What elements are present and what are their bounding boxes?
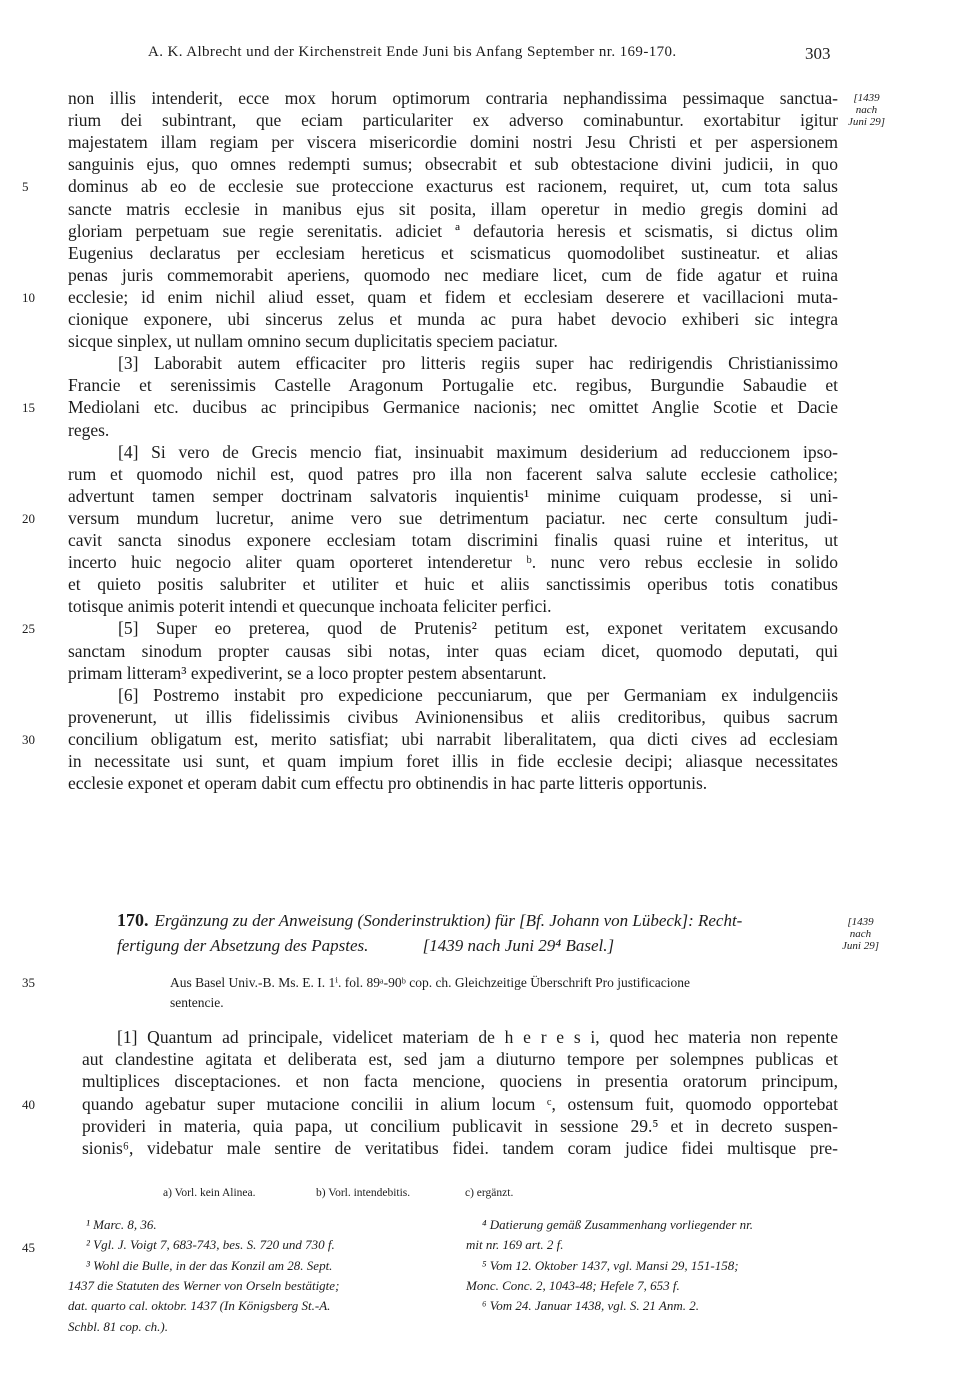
footnote-left-line: Schbl. 81 cop. ch.).	[68, 1318, 169, 1334]
text-line: concilium obligatum est, merito satisfiat; ubi narrabit liberalitatem, qua dicti cives ad ecclesiam	[68, 728, 838, 749]
footnote-left-line: ³ Wohl die Bulle, in der das Konzil am 28. Sept.	[86, 1257, 333, 1273]
section-text-line: provideri in materia, quia papa, ut concilium publicavit in sessione 29.⁵ et in decreto suspen-	[82, 1115, 838, 1136]
text-line: sancte matris ecclesie in manibus ejus sit posita, illam operetur in medio gregis domini ad	[68, 198, 838, 219]
section-margin-note: [1439 nach Juni 29]	[842, 916, 879, 953]
text-line: sanguinis ejus, quo omnes redempti sumus; obsecrabit et sub obtestacione divini judicii, in quo	[68, 154, 838, 175]
footnote-left-line: ² Vgl. J. Voigt 7, 683-743, bes. S. 720 und 730 f.	[86, 1237, 335, 1253]
source-line-1: Aus Basel Univ.-B. Ms. E. I. 1ⁱ. fol. 89ᵃ-90ᵇ cop. ch. Gleichzeitige Überschrift Pro justificacione	[170, 975, 690, 990]
text-line: rium dei subintrant, que eciam particulariter ex adverso cominabuntur. exortabitur igitur	[68, 110, 838, 131]
line-number: 15	[22, 400, 35, 416]
text-line: [4] Si vero de Grecis mencio fiat, insinuabit maximum desiderium ad reduccionem ipso-	[118, 441, 838, 462]
line-number: 45	[22, 1240, 35, 1255]
text-line: primam litteram³ expediverint, se a loco propter pestem absentarunt.	[68, 662, 547, 683]
text-line: ecclesie exponet et operam dabit cum effectu pro obtinendis in hac parte litteris opportunis.	[68, 773, 708, 794]
text-line: Francie et serenissimis Castelle Aragonum Portugalie etc. regibus, Burgundie Sabaudie et	[68, 375, 838, 396]
footnote-right-line: mit nr. 169 art. 2 f.	[466, 1237, 564, 1253]
section-text-line: sionis⁶, videbatur male sentire de veritatibus fidei. tandem coram judice fidei multisque pre-	[82, 1138, 838, 1158]
text-line: cionique exponere, ubi sincerus zelus et munda ac pura habet devocio exhiberi sic integra	[68, 309, 838, 329]
section-text-line: [1] Quantum ad principale, videlicet materiam de h e r e s i, quod hec materia non repente	[117, 1027, 838, 1047]
footnote-right-line: ⁴ Datierung gemäß Zusammenhang vorliegender nr.	[482, 1217, 753, 1232]
footnote-right-line: ⁶ Vom 24. Januar 1438, vgl. S. 21 Anm. 2.	[482, 1298, 699, 1314]
text-line: totisque animis poterit intendi et quecunque inchoata feliciter perfici.	[68, 596, 552, 617]
section-title-line-2	[117, 936, 838, 956]
text-line: in necessitate usi sunt, et quam impium foret illis in fide ecclesie decipi; aliasque necessitates	[68, 751, 838, 771]
line-number: 25	[22, 621, 35, 637]
text-line: sicque sinplex, ut nullam omnino secum duplicitatis speciem paciatur.	[68, 331, 558, 352]
section-text-line: quando agebatur super mutacione concilii in alium locum ᶜ, ostensum fuit, quomodo opportebat	[82, 1093, 838, 1114]
text-line: [6] Postremo instabit pro expedicione peccuniarum, que per Germaniam ex indulgenciis	[118, 684, 838, 705]
running-header: A. K. Albrecht und der Kirchenstreit Ende Juni bis Anfang September nr. 169-170.	[148, 44, 677, 60]
text-line: reges.	[68, 419, 110, 440]
section-title: Ergänzung zu der Anweisung (Sonderinstruktion) für [Bf. Johann von Lübeck]: Recht-	[154, 911, 743, 930]
footnote-right-line: Monc. Conc. 2, 1043-48; Hefele 7, 653 f.	[466, 1277, 680, 1293]
text-line: rum et quomodo nichil est, quod patres pro illa non facerent salva salute ecclesie catholice;	[68, 463, 838, 484]
footnote-left-line: 1437 die Statuten des Werner von Orseln bestätigte;	[68, 1277, 340, 1293]
text-line: cavit sancta sinodus exponere ecclesiam totam discrimini finalis quasi ruine et interitus, ut	[68, 530, 838, 550]
text-line: [5] Super eo preterea, quod de Prutenis² petitum est, exponet veritatem excusando	[118, 618, 838, 639]
text-line: dominus ab eo de ecclesie sue proteccione exacturus est racionem, requiret, ut, cum tota salus	[68, 176, 838, 197]
line-number: 5	[22, 179, 29, 195]
footnote-left-line: dat. quarto cal. oktobr. 1437 (In Königsberg St.-A.	[68, 1298, 331, 1314]
section-text-line: multiplices disceptaciones. et non facta mencione, quociens in presentia oratorum principum,	[82, 1071, 838, 1092]
text-line: advertunt tamen semper doctrinam salvatoris inquientis¹ minime cuiquam prodesse, si uni-	[68, 485, 838, 506]
line-number: 35	[22, 975, 35, 990]
text-line: et quieto positis salubriter et utiliter et huic et aliis sanctissimis operibus totis conatibus	[68, 574, 838, 595]
footnote-right-line: ⁵ Vom 12. Oktober 1437, vgl. Mansi 29, 151-158;	[482, 1257, 739, 1273]
text-line: incerto huic negocio aliter quam oporteret intenderetur ᵇ. nunc vero rebus ecclesie in solido	[68, 552, 838, 573]
section-date: [1439 nach Juni 29⁴ Basel.]	[422, 936, 615, 955]
text-line: penas juris commemorabit aperiens, quomodo nec mediare licet, cum de fide agatur et ruina	[68, 264, 838, 285]
text-line: provenerunt, ut illis fidelissimis civibus Avinionensibus et aliis creditoribus, quibus sacrum	[68, 706, 838, 727]
source-line-2: sentencie.	[170, 995, 224, 1010]
section-number: 170.	[117, 910, 149, 930]
page-number: 303	[805, 44, 831, 63]
text-line: Mediolani etc. ducibus ac principibus Germanice nacionis; nec omittet Anglie Scotie et Dacie	[68, 397, 838, 418]
section-title-line-1	[117, 910, 838, 931]
apparatus-b: b) Vorl. intendebitis.	[316, 1187, 411, 1199]
text-line: Eugenius declaratus per ecclesiam hereticus et scismaticus quomodolibet sustineatur. et alias	[68, 242, 838, 263]
line-number: 10	[22, 289, 35, 305]
text-line: [3] Laborabit autem efficaciter pro litteris regiis super hac redirigendis Christianissimo	[118, 353, 838, 374]
line-number: 20	[22, 510, 35, 526]
section-title-cont: fertigung der Absetzung des Papstes.	[117, 936, 369, 955]
text-line: majestatem illam regiam per viscera misericordie domini nostri Jesu Christi et per aspersionem	[68, 132, 838, 153]
line-number: 30	[22, 731, 35, 747]
text-line: sanctam sinodum propter causas sibi notas, inter quas eciam dicet, quomodo deputati, qui	[68, 640, 838, 661]
margin-date-note: [1439 nach Juni 29]	[848, 92, 885, 129]
text-line: gloriam perpetuam sue regie serenitatis. adiciet ª defautoria heresis et scismatis, si dictus olim	[68, 220, 838, 241]
apparatus-c: c) ergänzt.	[465, 1187, 514, 1199]
text-line: non illis intenderit, ecce mox horum optimorum contraria nephandissima pessimaque sanctua-	[68, 88, 838, 108]
apparatus-a: a) Vorl. kein Alinea.	[163, 1187, 256, 1199]
text-line: versum mundum lucretur, anime vero sue detrimentum paciatur. nec certe consultum judi-	[68, 507, 838, 528]
line-number: 40	[22, 1096, 35, 1112]
section-text-line: aut clandestine agitata et deliberata est, sed jam a diuturno tempore per solempnes publicas et	[82, 1049, 838, 1070]
footnote-left-line: ¹ Marc. 8, 36.	[86, 1217, 157, 1232]
text-line: ecclesie; id enim nichil aliud esset, quam et fidem et ecclesiam deserere et vacillacioni muta-	[68, 286, 838, 307]
